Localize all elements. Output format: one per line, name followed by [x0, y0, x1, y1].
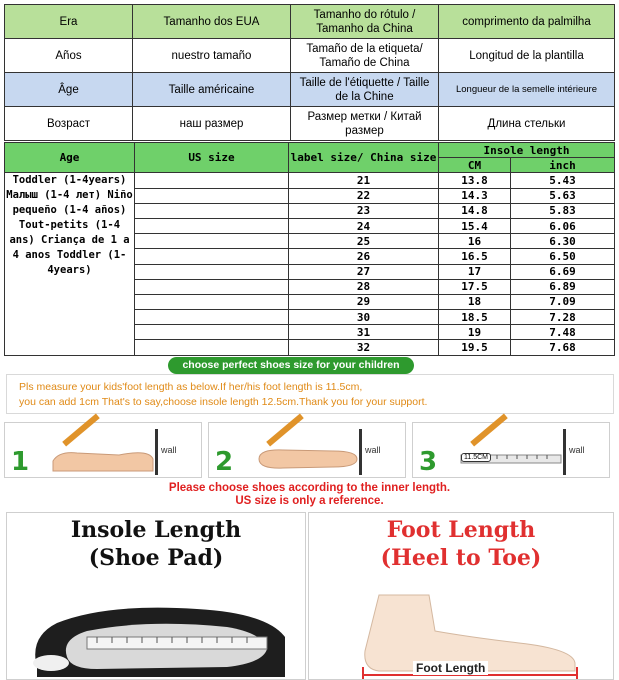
us-size-cell — [135, 325, 289, 340]
us-size-cell — [135, 294, 289, 309]
header-cell: Tamanho dos EUA — [133, 5, 291, 39]
us-size-cell — [135, 264, 289, 279]
insole-inch-cell: 7.48 — [511, 325, 615, 340]
insole-length-panel — [6, 512, 306, 680]
panel-title: Insole Length — [70, 517, 242, 543]
wall-label: wall — [365, 445, 381, 455]
insole-inch-cell: 6.89 — [511, 279, 615, 294]
wall-icon — [155, 429, 158, 475]
measure-note-line: you can add 1cm That's to say,choose insole length 12.5cm.Thank you for your support. — [19, 396, 428, 408]
label-size-cell: 26 — [289, 249, 439, 264]
insole-inch-cell: 7.68 — [511, 340, 615, 355]
us-size-cell — [135, 173, 289, 188]
step-1 — [4, 422, 202, 478]
foot-length-label: Foot Length — [413, 661, 488, 675]
warning-line: Please choose shoes according to the inner length. — [168, 482, 451, 494]
us-size-cell — [135, 310, 289, 325]
step-number: 1 — [11, 447, 30, 477]
label-size-cell: 30 — [289, 310, 439, 325]
insole-inch-cell: 6.50 — [511, 249, 615, 264]
insole-cm-cell: 19 — [439, 325, 511, 340]
inch-header: inch — [511, 158, 615, 173]
wall-icon — [563, 429, 566, 475]
us-size-cell — [135, 249, 289, 264]
us-size-cell — [135, 218, 289, 233]
size-chart-table — [4, 142, 615, 356]
insole-inch-cell: 5.63 — [511, 188, 615, 203]
header-row-portuguese — [5, 5, 615, 39]
ruler-icon — [62, 414, 100, 447]
header-row-russian — [5, 107, 615, 141]
cm-header: CM — [439, 158, 511, 173]
translation-table — [4, 4, 615, 141]
header-cell: Taille de l'étiquette / Taille de la Chine — [291, 73, 439, 107]
insole-cm-cell: 16.5 — [439, 249, 511, 264]
insole-cm-cell: 14.3 — [439, 188, 511, 203]
header-cell: наш размер — [133, 107, 291, 141]
us-size-cell — [135, 340, 289, 355]
header-cell: Taille américaine — [133, 73, 291, 107]
label-size-cell: 31 — [289, 325, 439, 340]
header-row-french — [5, 73, 615, 107]
label-size-cell: 27 — [289, 264, 439, 279]
header-cell: Era — [5, 5, 133, 39]
header-cell: Возраст — [5, 107, 133, 141]
measure-note-line: Pls measure your kids'foot length as below.If her/his foot length is 11.5cm, — [19, 381, 363, 393]
step-2 — [208, 422, 406, 478]
size-header-row — [5, 143, 615, 158]
header-cell: Tamanho do rótulo / Tamanho da China — [291, 5, 439, 39]
ruler-icon — [470, 414, 508, 447]
insole-inch-cell: 6.30 — [511, 234, 615, 249]
wall-label: wall — [569, 445, 585, 455]
panel-subtitle: (Heel to Toe) — [380, 545, 542, 571]
label-size-cell: 22 — [289, 188, 439, 203]
label-size-cell: 21 — [289, 173, 439, 188]
header-cell: Longitud de la plantilla — [439, 39, 615, 73]
insole-cm-cell: 13.8 — [439, 173, 511, 188]
label-size-cell: 23 — [289, 203, 439, 218]
label-size-cell: 24 — [289, 218, 439, 233]
wall-icon — [359, 429, 362, 475]
insole-inch-cell: 6.06 — [511, 218, 615, 233]
insole-cm-cell: 16 — [439, 234, 511, 249]
panel-subtitle: (Shoe Pad) — [88, 545, 224, 571]
insole-length-header: Insole length — [439, 143, 615, 158]
age-group-cell: Toddler (1-4years) Малыш (1-4 лет) Niño pequeño (1-4 años) Tout-petits (1-4 ans) Criança de 1 a 4 anos Toddler (1-4years) — [5, 173, 135, 355]
step-3 — [412, 422, 610, 478]
wall-label: wall — [161, 445, 177, 455]
guide-banner: choose perfect shoes size for your children — [168, 357, 414, 374]
header-cell: Tamaño de la etiqueta/ Tamaño de China — [291, 39, 439, 73]
foot-side-icon — [49, 445, 157, 473]
us-size-cell — [135, 188, 289, 203]
header-row-spanish — [5, 39, 615, 73]
insole-inch-cell: 5.83 — [511, 203, 615, 218]
insole-inch-cell: 5.43 — [511, 173, 615, 188]
insole-cm-cell: 15.4 — [439, 218, 511, 233]
panel-title: Foot Length — [386, 517, 536, 543]
ruler-icon — [266, 414, 304, 447]
step-number: 2 — [215, 447, 234, 477]
insole-inch-cell: 7.28 — [511, 310, 615, 325]
measure-steps — [4, 422, 616, 480]
measurement-tag: 11.5CM — [461, 453, 491, 462]
insole-cm-cell: 19.5 — [439, 340, 511, 355]
warning-line: US size is only a reference. — [235, 495, 384, 507]
header-cell: comprimento da palmilha — [439, 5, 615, 39]
label-size-cell: 29 — [289, 294, 439, 309]
label-size-header: label size/ China size — [289, 143, 439, 173]
label-size-cell: 32 — [289, 340, 439, 355]
insole-cm-cell: 17.5 — [439, 279, 511, 294]
us-size-cell — [135, 279, 289, 294]
insole-inch-cell: 6.69 — [511, 264, 615, 279]
size-rows — [5, 173, 615, 355]
insole-cm-cell: 14.8 — [439, 203, 511, 218]
insole-cm-cell: 18.5 — [439, 310, 511, 325]
foot-top-icon — [253, 445, 361, 473]
header-cell: Longueur de la semelle intérieure — [439, 73, 615, 107]
insole-cm-cell: 17 — [439, 264, 511, 279]
insole-inch-cell: 7.09 — [511, 294, 615, 309]
insole-cm-cell: 18 — [439, 294, 511, 309]
header-cell: Длина стельки — [439, 107, 615, 141]
header-cell: Âge — [5, 73, 133, 107]
header-cell: nuestro tamaño — [133, 39, 291, 73]
us-size-cell — [135, 234, 289, 249]
measure-note — [6, 374, 614, 414]
label-size-cell: 28 — [289, 279, 439, 294]
header-cell: Размер метки / Китай размер — [291, 107, 439, 141]
size-row — [5, 173, 615, 188]
step-number: 3 — [419, 447, 438, 477]
foot-length-panel — [308, 512, 614, 680]
us-size-cell — [135, 203, 289, 218]
header-cell: Años — [5, 39, 133, 73]
shoe-insole-image — [27, 597, 287, 677]
age-header: Age — [5, 143, 135, 173]
us-size-header: US size — [135, 143, 289, 173]
label-size-cell: 25 — [289, 234, 439, 249]
